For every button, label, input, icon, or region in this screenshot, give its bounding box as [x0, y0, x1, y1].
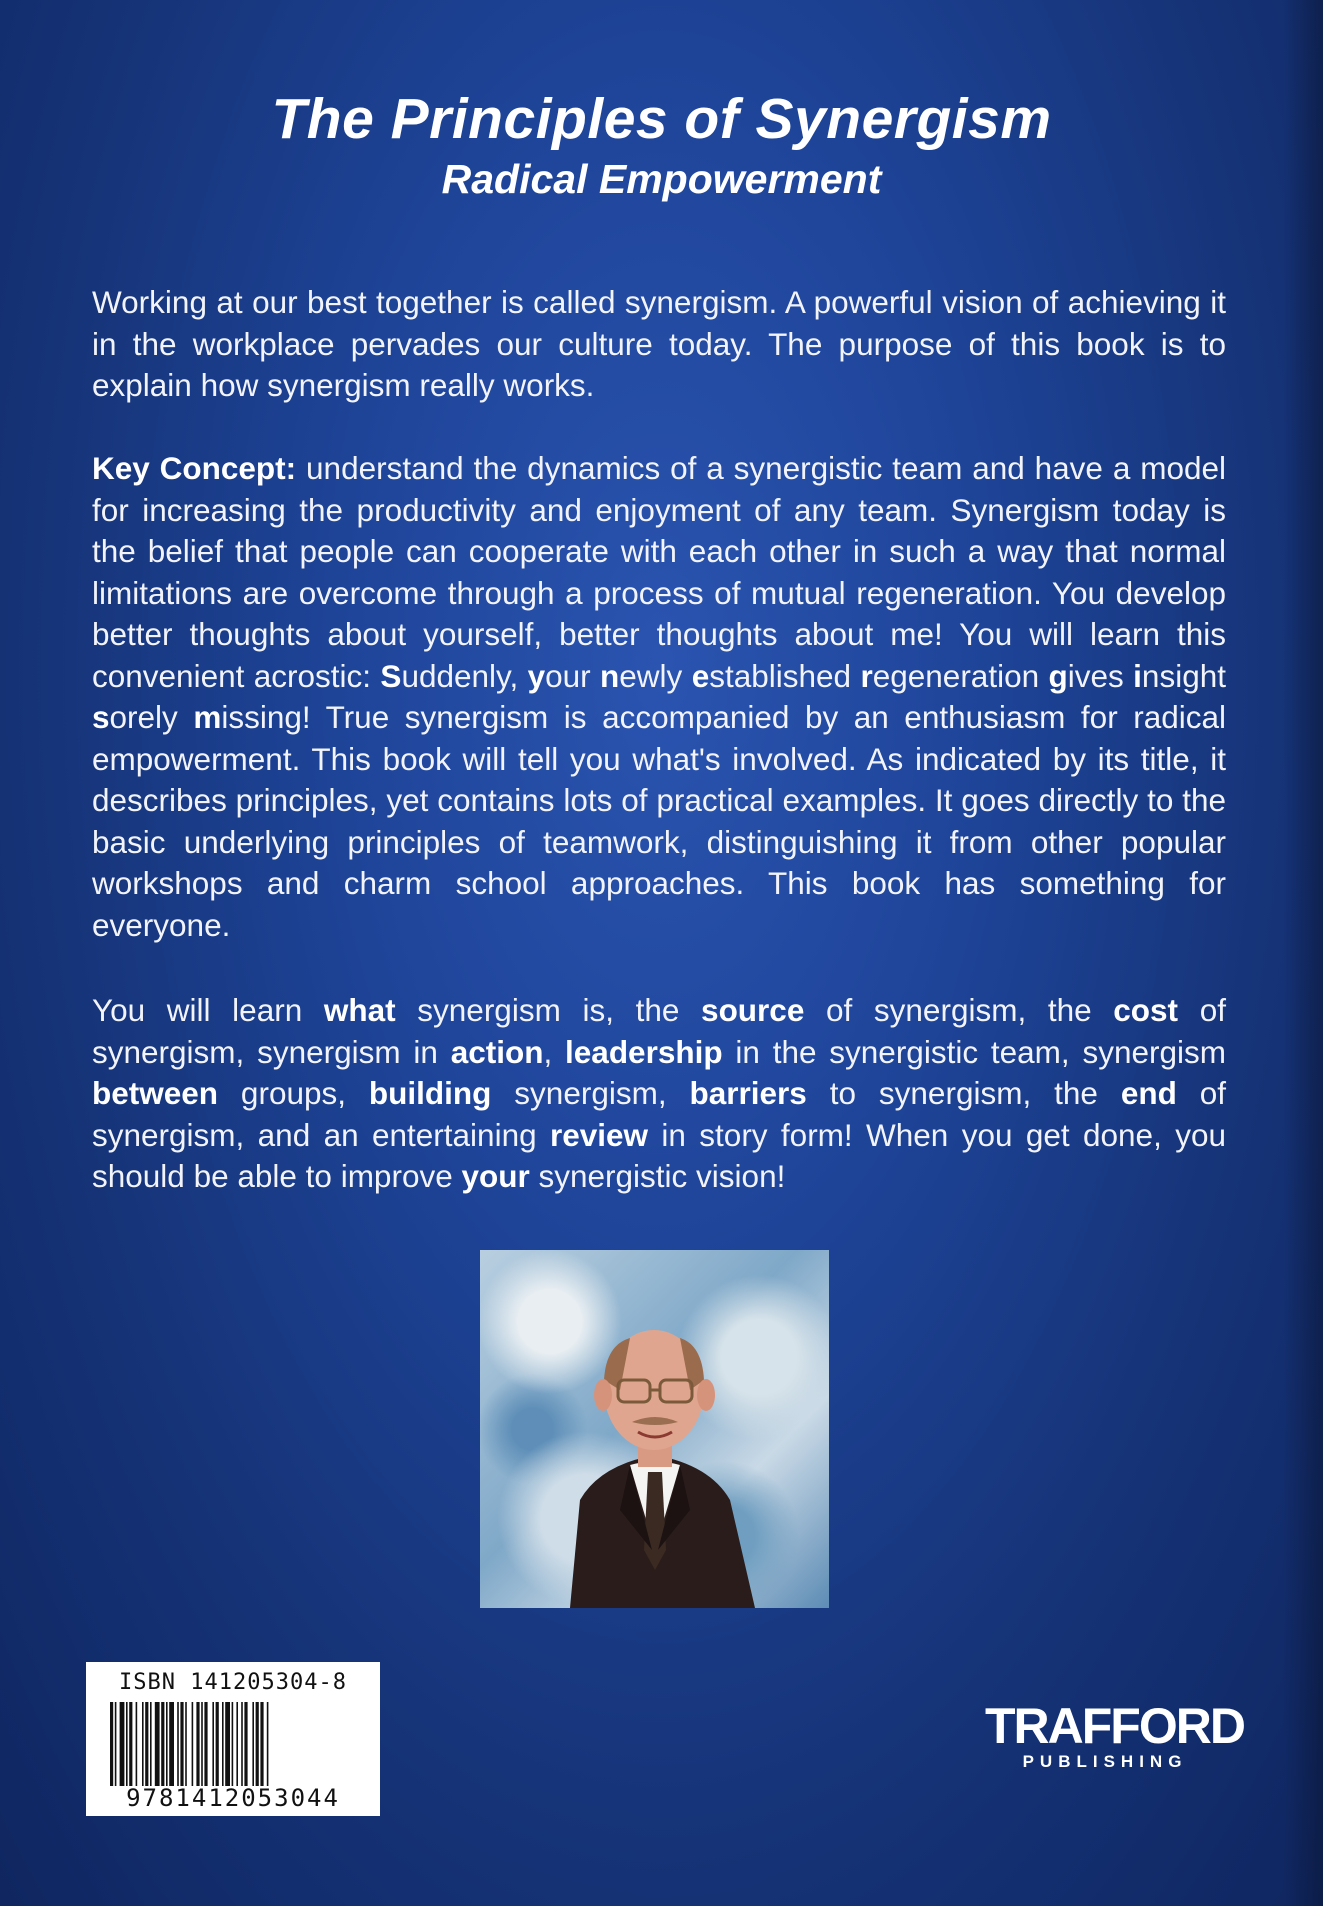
acrostic-rest: egeneration [872, 657, 1049, 694]
barcode-bar [180, 1702, 183, 1786]
book-title: The Principles of Synergism [271, 87, 1052, 151]
acrostic-initial: g [1048, 657, 1068, 694]
publisher-name: TRAFFORD [985, 1698, 1244, 1754]
learn-text: of synergism, and an entertaining [92, 1075, 1227, 1153]
acrostic-initial: r [860, 657, 873, 694]
barcode-bar [142, 1702, 144, 1786]
topic-keyword: building [368, 1075, 492, 1111]
topic-keyword: between [92, 1075, 219, 1111]
learn-text: synergism, [491, 1075, 690, 1111]
barcode-bar [115, 1702, 117, 1786]
acrostic-rest: ives [1067, 657, 1134, 694]
learn-text: in story form! When you get done, you should be able to improve [92, 1116, 1226, 1194]
author-photo [480, 1250, 829, 1608]
learn-text: of synergism, the [804, 992, 1114, 1028]
acrostic-rest: issing! [221, 699, 311, 735]
topic-keyword: end [1120, 1075, 1177, 1111]
acrostic-initial: s [92, 699, 110, 735]
book-subtitle: Radical Empowerment [441, 156, 882, 202]
barcode-bar [256, 1702, 259, 1786]
acrostic-initial: n [600, 657, 620, 694]
barcode [86, 1662, 380, 1816]
barcode-bar [196, 1702, 199, 1786]
barcode-bar [150, 1702, 152, 1786]
barcode-bar [177, 1702, 179, 1786]
acrostic-initial: y [527, 657, 546, 694]
acrostic-initial: e [691, 657, 710, 694]
author-portrait-icon [480, 1250, 829, 1608]
barcode-bar [201, 1702, 203, 1786]
barcode-bar [110, 1702, 113, 1786]
topic-keyword: your [461, 1158, 530, 1194]
barcode-bar [136, 1702, 138, 1786]
barcode-bar [216, 1702, 219, 1786]
barcode-bar [236, 1702, 238, 1786]
acrostic-initial: i [1133, 657, 1142, 694]
barcode-bar [126, 1702, 128, 1786]
learn-text: to synergism, the [806, 1075, 1121, 1111]
topic-keyword: barriers [689, 1075, 807, 1111]
acrostic-rest: nsight [1141, 657, 1226, 694]
intro-paragraph: Working at our best together is called synergism. A powerful vision of achieving it in the workplace pervades our culture today. The purpose of this book is to explain how synergism really works. [92, 284, 1226, 403]
publisher-logo [985, 1698, 1244, 1772]
learn-text: You will learn [92, 992, 324, 1028]
acrostic-rest: orely [109, 699, 194, 735]
acrostic-rest: our [545, 657, 601, 694]
learn-text: , [543, 1033, 566, 1070]
barcode-bar [155, 1702, 160, 1786]
barcode-bar [244, 1702, 247, 1786]
barcode-bar [241, 1702, 243, 1786]
barcode-bar [225, 1702, 230, 1786]
barcode-bar [120, 1702, 125, 1786]
barcode-bar [169, 1702, 174, 1786]
barcode-bar [212, 1702, 214, 1786]
barcode-bar [204, 1702, 207, 1786]
learn-text: synergism is, the [395, 992, 702, 1028]
barcode-bar [185, 1702, 187, 1786]
isbn-label: ISBN 141205304-8 [119, 1670, 347, 1695]
barcode-bar [161, 1702, 164, 1786]
topic-keyword: action [450, 1033, 544, 1070]
barcode-bar [232, 1702, 234, 1786]
acrostic-rest: ewly [619, 657, 692, 694]
topic-keyword: cost [1113, 992, 1179, 1028]
barcode-bar [129, 1702, 132, 1786]
barcode-bar [252, 1702, 254, 1786]
key-concept-text-2: True synergism is accompanied by an enthusiasm for radical empowerment. This book will tell you what's involved. As indicated by its title, it describes principles, yet contains lots of practical examples. It goes directly to the basic underlying principles of teamwork, distinguishing it from other popular workshops and charm school approaches. This book has something for everyone. [92, 699, 1226, 943]
barcode-bar [166, 1702, 168, 1786]
ean-digits: 9781412053044 [126, 1784, 340, 1812]
acrostic-rest: stablished [709, 657, 861, 694]
learn-paragraph [92, 990, 1226, 1198]
barcode-bar [192, 1702, 194, 1786]
learn-text: synergistic vision! [529, 1158, 786, 1194]
publisher-subtitle: PUBLISHING [1022, 1752, 1188, 1771]
learn-text: of synergism, synergism in [92, 992, 1226, 1070]
topic-keyword: leadership [565, 1033, 723, 1070]
learn-text: in the synergistic team, synergism [722, 1033, 1226, 1070]
barcode-bar [145, 1702, 148, 1786]
topic-keyword: review [549, 1116, 649, 1153]
barcode-bar [222, 1702, 224, 1786]
topic-keyword: source [701, 992, 805, 1028]
key-concept-text-1: understand the dynamics of a synergistic team and have a model for increasing the productivity and enjoyment of any team. Synergism today is the belief that people can cooperate with each other in such a way that normal limitations are overcome through a process of mutual regeneration. You develop better thoughts about yourself, better thoughts about me! You will learn this convenient acrostic: [92, 450, 1227, 694]
learn-text: groups, [218, 1075, 369, 1111]
acrostic-initial: S [380, 657, 402, 694]
acrostic-initial: m [193, 699, 222, 735]
acrostic-rest: uddenly, [401, 657, 528, 694]
key-concept-paragraph [92, 448, 1226, 946]
topic-keyword: what [323, 992, 396, 1028]
barcode-bar [267, 1702, 269, 1786]
key-concept-label: Key Concept: [92, 450, 297, 486]
barcode-bars-icon [108, 1702, 368, 1786]
barcode-bar [260, 1702, 263, 1786]
